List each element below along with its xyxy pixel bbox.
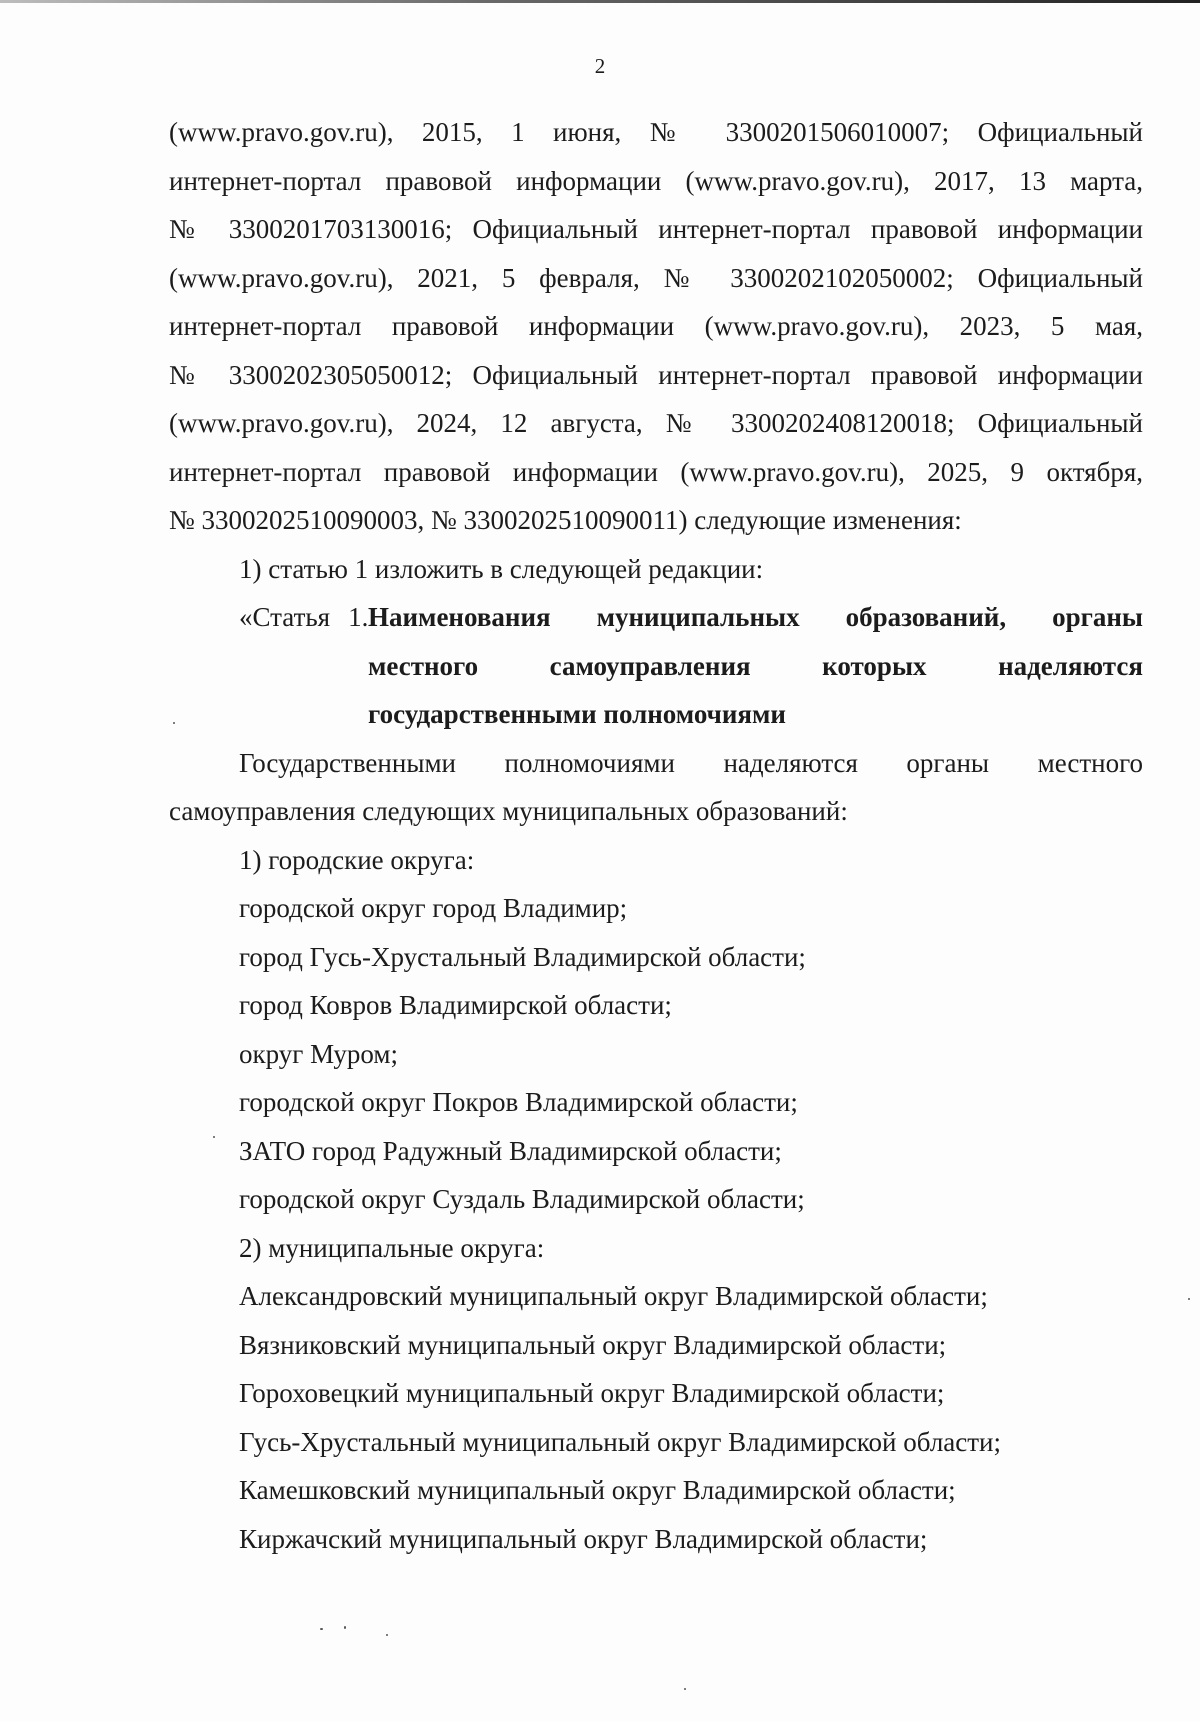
scan-speck <box>684 1688 686 1690</box>
article-label <box>239 593 368 739</box>
urban-districts-heading: 1) городские округа: <box>239 844 475 875</box>
scan-speck <box>344 1626 346 1629</box>
municipal-district-item: Киржачский муниципальный округ Владимирской области; <box>239 1523 928 1554</box>
amendment-item: 1) статью 1 изложить в следующей редакции: <box>239 553 764 584</box>
page-number: 2 <box>594 54 606 78</box>
scan-top-edge <box>0 0 1200 3</box>
scan-speck <box>386 1634 388 1636</box>
article-title-line: Наименования муниципальных образований, органы <box>368 602 1143 632</box>
urban-district-item: городской округ Покров Владимирской области; <box>239 1087 798 1117</box>
scan-speck <box>173 722 175 724</box>
intro-line: интернет-портал правовой информации (www.pravo.gov.ru), 2023, 5 мая, <box>169 311 1143 341</box>
municipal-district-item: Александровский муниципальный округ Владимирской области; <box>239 1281 988 1311</box>
urban-district-item: округ Муром; <box>239 1038 398 1069</box>
article-number: 1. <box>348 602 369 632</box>
article-title-line: местного самоуправления которых наделяются <box>368 650 1143 681</box>
intro-line: (www.pravo.gov.ru), 2021, 5 февраля, № 3300202102050002; Официальный <box>169 262 1143 293</box>
urban-district-item: ЗАТО город Радужный Владимирской области; <box>239 1135 782 1166</box>
intro-line: (www.pravo.gov.ru), 2015, 1 июня, № 3300201506010007; Официальный <box>169 117 1143 147</box>
urban-district-item: город Гусь-Хрустальный Владимирской области; <box>239 941 806 972</box>
intro-line: № 3300202510090003, № 3300202510090011) следующие изменения: <box>169 505 962 535</box>
urban-district-item: городской округ Суздаль Владимирской области; <box>239 1184 805 1214</box>
municipal-district-item: Вязниковский муниципальный округ Владимирской области; <box>239 1329 947 1360</box>
urban-district-item: город Ковров Владимирской области; <box>239 990 672 1020</box>
article-title <box>368 593 1143 739</box>
article-heading <box>169 593 1143 739</box>
body-line: Государственными полномочиями наделяются органы местного <box>239 747 1143 778</box>
intro-line: (www.pravo.gov.ru), 2024, 12 августа, № 3300202408120018; Официальный <box>169 408 1143 438</box>
body-line: самоуправления следующих муниципальных образований: <box>169 796 848 826</box>
document-body <box>169 108 1143 1563</box>
article-title-line: государственными полномочиями <box>368 699 786 729</box>
scan-speck <box>320 1628 323 1630</box>
intro-line: № 3300201703130016; Официальный интернет-портал правовой информации <box>169 214 1143 244</box>
municipal-district-item: Камешковский муниципальный округ Владимирской области; <box>239 1475 956 1505</box>
intro-line: № 3300202305050012; Официальный интернет-портал правовой информации <box>169 359 1143 390</box>
scan-speck <box>1188 1298 1190 1300</box>
municipal-district-item: Гусь-Хрустальный муниципальный округ Владимирской области; <box>239 1426 1002 1457</box>
intro-line: интернет-портал правовой информации (www.pravo.gov.ru), 2025, 9 октября, <box>169 456 1143 487</box>
scan-speck <box>213 1136 215 1138</box>
municipal-district-item: Гороховецкий муниципальный округ Владимирской области; <box>239 1378 945 1408</box>
article-prefix: «Статья <box>239 602 331 632</box>
urban-district-item: городской округ город Владимир; <box>239 893 628 923</box>
municipal-districts-heading: 2) муниципальные округа: <box>239 1232 545 1263</box>
intro-line: интернет-портал правовой информации (www.pravo.gov.ru), 2017, 13 марта, <box>169 165 1143 196</box>
